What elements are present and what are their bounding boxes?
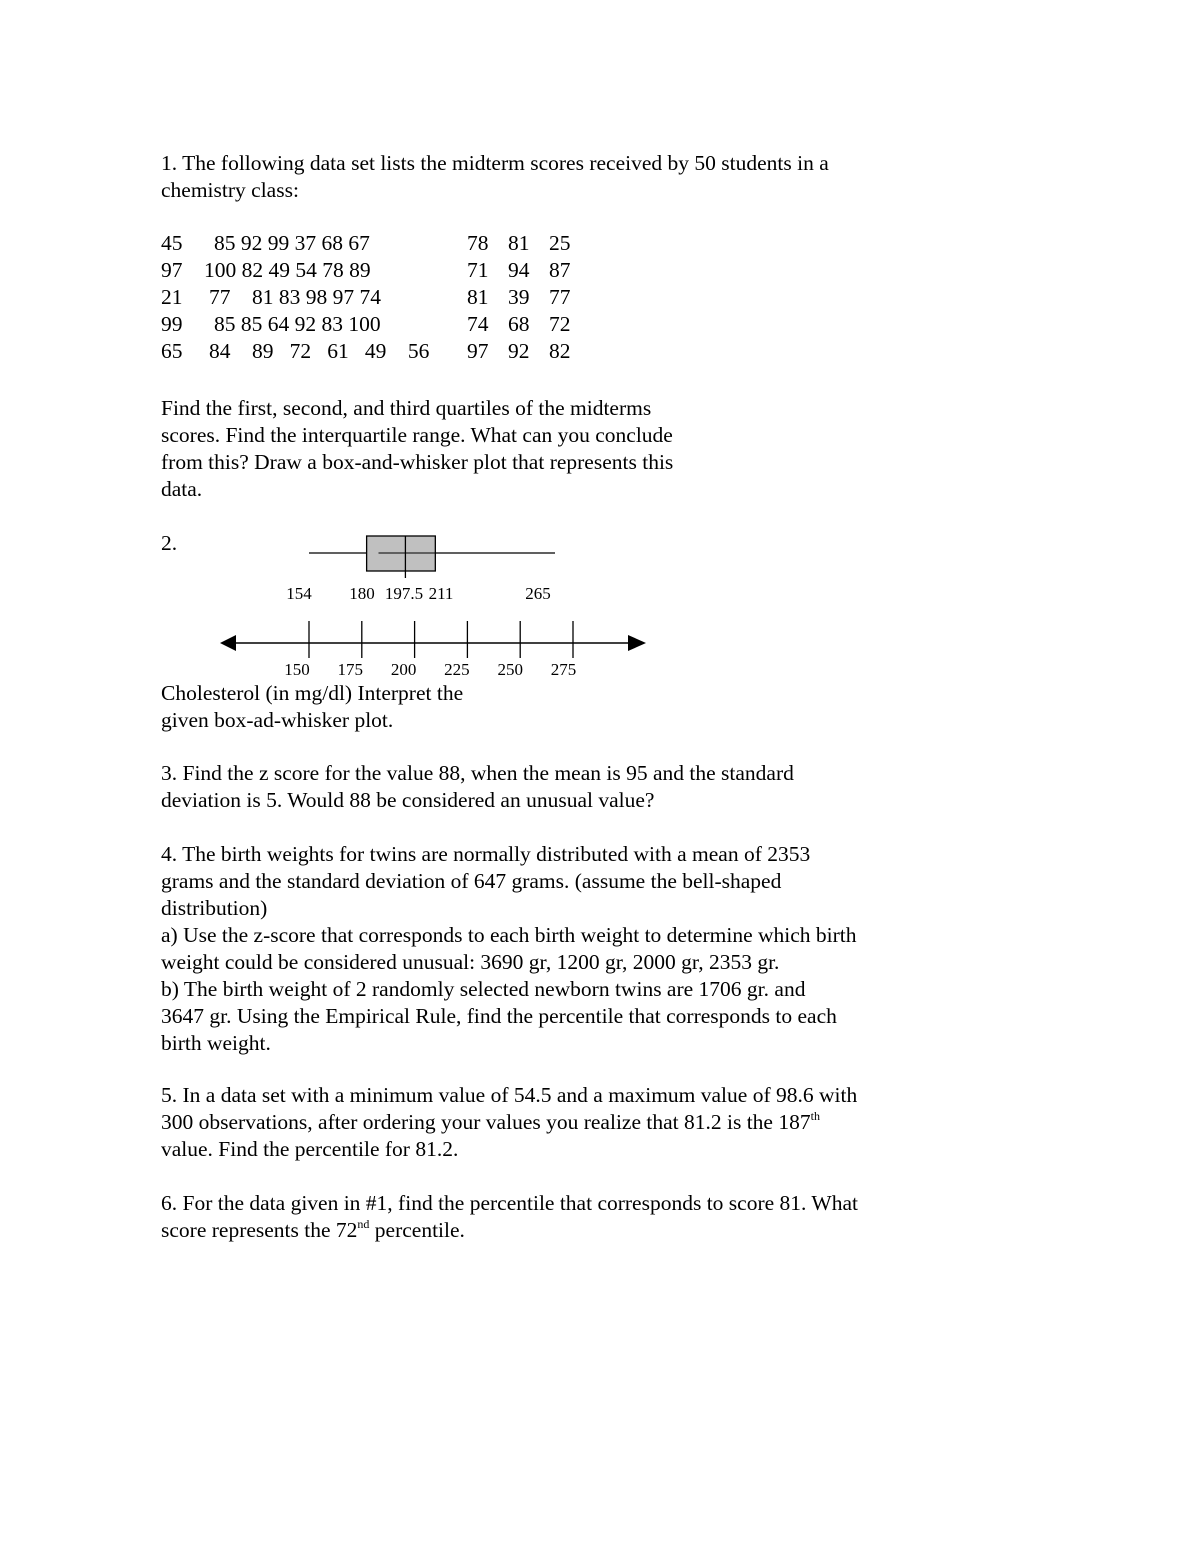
text-line: 2. xyxy=(161,531,178,555)
text-run: 300 observations, after ordering your values you realize that 81.2 is the 187 xyxy=(161,1110,811,1134)
text-line xyxy=(161,1217,858,1244)
summary-label: 211 xyxy=(428,584,454,603)
q3 xyxy=(161,760,794,814)
table-cell: 82 xyxy=(549,339,571,363)
text-line: scores. Find the interquartile range. What can you conclude xyxy=(161,423,673,447)
table-cell: 94 xyxy=(508,258,530,282)
table-cell: 85 92 99 37 68 67 xyxy=(214,231,370,255)
left-arrow-icon xyxy=(220,635,236,651)
table-cell: 87 xyxy=(549,258,571,282)
axis-tick-label: 175 xyxy=(337,660,364,679)
right-arrow-icon xyxy=(628,635,646,651)
text-line: birth weight. xyxy=(161,1031,271,1055)
text-line: 6. For the data given in #1, find the percentile that corresponds to score 81. What xyxy=(161,1191,858,1215)
table-cell: 77 81 83 98 97 74 xyxy=(209,285,381,309)
summary-label: 265 xyxy=(525,584,551,603)
axis-tick-label: 200 xyxy=(390,660,417,679)
text-line: given box-ad-whisker plot. xyxy=(161,708,394,732)
q2-caption xyxy=(161,680,463,734)
table-cell: 71 xyxy=(467,258,489,282)
box-whisker-plot xyxy=(0,0,1200,700)
text-line: grams and the standard deviation of 647 grams. (assume the bell-shaped xyxy=(161,869,782,893)
table-cell: 68 xyxy=(508,312,530,336)
table-cell: 100 82 49 54 78 89 xyxy=(204,258,371,282)
text-line: a) Use the z-score that corresponds to each birth weight to determine which birth xyxy=(161,923,857,947)
table-cell: 77 xyxy=(549,285,571,309)
table-cell: 65 xyxy=(161,339,183,363)
q4 xyxy=(161,841,857,1057)
text-line: Find the first, second, and third quartiles of the midterms xyxy=(161,396,652,420)
text-line: value. Find the percentile for 81.2. xyxy=(161,1137,459,1161)
text-run: percentile. xyxy=(369,1218,465,1242)
text-line: data. xyxy=(161,477,203,501)
table-cell: 45 xyxy=(161,231,183,255)
text-line: deviation is 5. Would 88 be considered an unusual value? xyxy=(161,788,655,812)
table-cell: 74 xyxy=(467,312,489,336)
table-cell: 78 xyxy=(467,231,489,255)
q6 xyxy=(161,1190,858,1244)
axis-tick-label: 225 xyxy=(444,660,470,679)
superscript: nd xyxy=(357,1216,370,1231)
table-cell: 99 xyxy=(161,312,183,336)
table-cell: 81 xyxy=(508,231,530,255)
table-cell: 84 89 72 61 49 56 xyxy=(209,339,430,363)
text-line: chemistry class: xyxy=(161,178,299,202)
table-cell: 21 xyxy=(161,285,183,309)
table-cell: 97 xyxy=(161,258,183,282)
number-line-axis xyxy=(220,621,646,679)
axis-tick-label: 250 xyxy=(497,660,523,679)
text-line: from this? Draw a box-and-whisker plot that represents this xyxy=(161,450,674,474)
text-line: 5. In a data set with a minimum value of 54.5 and a maximum value of 98.6 with xyxy=(161,1083,858,1107)
box-plot-group xyxy=(286,536,555,603)
summary-label: 154 xyxy=(286,584,312,603)
axis-tick-label: 275 xyxy=(550,660,577,679)
q5 xyxy=(161,1082,857,1163)
axis-tick-label: 150 xyxy=(284,660,310,679)
table-cell: 97 xyxy=(467,339,489,363)
text-line: distribution) xyxy=(161,896,268,920)
table-cell: 72 xyxy=(549,312,571,336)
table-cell: 85 85 64 92 83 100 xyxy=(214,312,381,336)
text-line: 3647 gr. Using the Empirical Rule, find the percentile that corresponds to each xyxy=(161,1004,837,1028)
text-run: score represents the 72 xyxy=(161,1218,358,1242)
table-cell: 81 xyxy=(467,285,489,309)
table-cell: 92 xyxy=(508,339,530,363)
text-line: 1. The following data set lists the midterm scores received by 50 students in a xyxy=(161,151,829,175)
text-line: Cholesterol (in mg/dl) Interpret the xyxy=(161,681,464,705)
table-cell: 39 xyxy=(508,285,530,309)
text-line: 3. Find the z score for the value 88, when the mean is 95 and the standard xyxy=(161,761,794,785)
summary-label: 180 xyxy=(349,584,375,603)
text-line: 4. The birth weights for twins are normally distributed with a mean of 2353 xyxy=(161,842,811,866)
text-line: b) The birth weight of 2 randomly selected newborn twins are 1706 gr. and xyxy=(161,977,806,1001)
summary-label: 197.5 xyxy=(384,584,424,603)
text-line: weight could be considered unusual: 3690 gr, 1200 gr, 2000 gr, 2353 gr. xyxy=(161,950,780,974)
superscript: th xyxy=(810,1108,820,1123)
table-cell: 25 xyxy=(549,231,571,255)
text-line xyxy=(161,1109,857,1136)
